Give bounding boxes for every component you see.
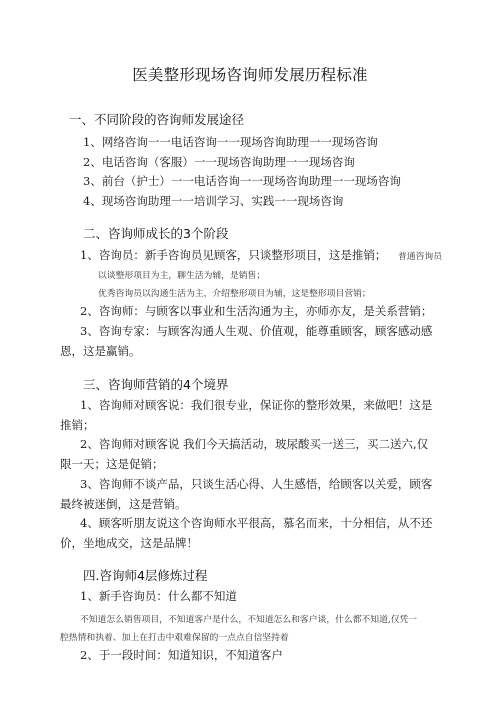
section-heading: 一、不同阶段的咨询师发展途径 — [69, 112, 245, 127]
small-note-line: 优秀咨询员以沟通生活为主，介绍整形项目为辅，这是整形项目营销； — [98, 289, 371, 299]
paragraph-line: 2、咨询师对顾客说 我们今天搞活动，玻尿酸买一送三，买二送六,仅 — [80, 437, 429, 451]
paragraph-line: 2、咨询师：与顾客以事业和生活沟通为主，亦师亦友，是关系营销； — [80, 304, 433, 318]
paragraph-line: 2、于一段时间：知道知识，不知道客户 — [80, 648, 283, 662]
paragraph-line: 1、咨询员：新手咨询员见顾客，只谈整形项目，这是推销； — [80, 248, 387, 262]
document-title: 医美整形现场咨询师发展历程标准 — [132, 66, 368, 84]
paragraph-line: 最终被迷倒，这是营销。 — [60, 497, 187, 511]
section-heading: 四.咨询师4层修炼过程 — [83, 568, 208, 583]
paragraph-line: 推销； — [60, 418, 95, 432]
paragraph-line: 1、新手咨询员：什么都不知道 — [80, 589, 237, 603]
small-note-line: 以谈整形项目为主，聊生活为辅，是销售； — [98, 271, 266, 281]
small-note-line: 不知道怎么销售项目，不知道客户是什么，不知道怎么和客户谈，什么都不知道,仅凭一 — [80, 615, 418, 625]
paragraph-line: 3、咨询专家：与顾客沟通人生观、价值观，能尊重顾客，顾客感动感 — [80, 324, 433, 338]
paragraph-line: 3、咨询师不谈产品，只谈生活心得、人生感悟，给顾客以关爱，顾客 — [80, 477, 433, 491]
section-heading: 二、咨询师成长的3个阶段 — [83, 226, 229, 241]
paragraph-line: 限一天；这是促销； — [60, 457, 164, 471]
paragraph-line: 3、前台（护士）一一电话咨询一一现场咨询助理一一现场咨询 — [83, 174, 401, 188]
section-heading: 三、咨询师营销的4个境界 — [83, 377, 229, 392]
paragraph-line: 1、咨询师对顾客说：我们很专业，保证你的整形效果，来做吧！这是 — [80, 398, 433, 412]
paragraph-line: 2、电话咨询（客服）一一现场咨询助理一一现场咨询 — [83, 155, 355, 169]
paragraph-line: 1、网络咨询一一电话咨询一一现场咨询助理一一现场咨询 — [83, 135, 378, 149]
paragraph-line: 价，坐地成交，这是品牌！ — [60, 536, 198, 550]
small-note-line: 普通咨询员 — [398, 252, 442, 262]
paragraph-line: 4、现场咨询助理一一培训学习、实践一一现场咨询 — [83, 194, 344, 208]
small-note-line: 腔热情和执着、加上在打击中艰难保留的一点点自信坚持着 — [60, 633, 289, 643]
paragraph-line: 恩，这是赢销。 — [60, 344, 141, 358]
paragraph-line: 4、顾客听朋友说这个咨询师水平很高，慕名而来，十分相信，从不还 — [80, 516, 433, 530]
